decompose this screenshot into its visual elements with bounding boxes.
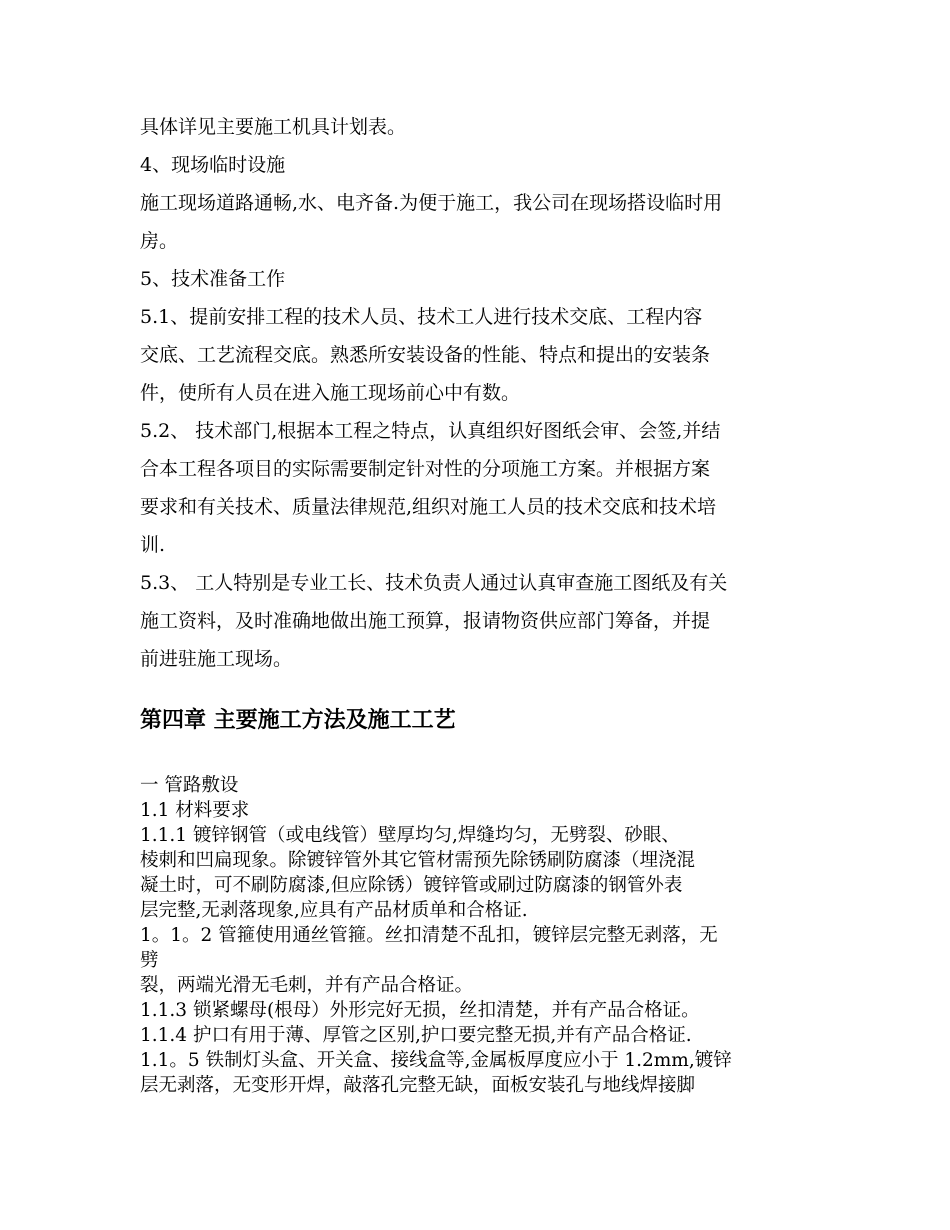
pipe-laying-section	[140, 773, 820, 1098]
paragraph-equipment-plan: 具体详见主要施工机具计划表。	[140, 116, 407, 138]
paragraph-5-2: 5.2、 技术部门,根据本工程之特点，认真组织好图纸会审、会签,并结 合本工程各项目的实际需要制定针对性的分项施工方案。并根据方案 要求和有关技术、质量法律规范,组织对施工人员的技术交底和技术培 训.	[140, 420, 721, 556]
heading-temporary-facilities: 4、现场临时设施	[140, 154, 286, 176]
paragraph-1-1-1: 1.1.1 镀锌钢管（或电线管）壁厚均匀,焊缝均匀，无劈裂、砂眼、 棱刺和凹扁现象。除镀锌管外其它管材需预先除锈刷防腐漆（埋浇混 凝土时，可不刷防腐漆,但应除锈）镀锌管或刷过防腐漆的钢管外表 层完整,无剥落现象,应具有产品材质单和合格证.	[140, 825, 696, 921]
heading-pipe-laying: 一 管路敷设	[140, 775, 239, 796]
heading-material-requirements: 1.1 材料要求	[140, 800, 250, 821]
paragraph-1-1-5: 1.1。5 铁制灯头盒、开关盒、接线盒等,金属板厚度应小于 1.2mm,镀锌 层无剥落，无变形开焊，敲落孔完整无缺，面板安装孔与地线焊接脚	[140, 1050, 732, 1096]
paragraph-temporary-facilities: 施工现场道路通畅,水、电齐备.为便于施工，我公司在现场搭设临时用 房。	[140, 192, 723, 252]
document-page	[140, 108, 820, 1098]
paragraph-1-1-4: 1.1.4 护口有用于薄、厚管之区别,护口要完整无损,并有产品合格证.	[140, 1025, 692, 1046]
paragraph-5-3: 5.3、 工人特别是专业工长、技术负责人通过认真审查施工图纸及有关 施工资料，及时准确地做出施工预算，报请物资供应部门筹备，并提 前进驻施工现场。	[140, 572, 728, 670]
paragraph-5-1: 5.1、提前安排工程的技术人员、技术工人进行技术交底、工程内容 交底、工艺流程交底。熟悉所安装设备的性能、特点和提出的安装条 件，使所有人员在进入施工现场前心中有数。	[140, 306, 711, 404]
heading-technical-prep: 5、技术准备工作	[140, 268, 286, 290]
paragraph-1-1-3: 1.1.3 锁紧螺母(根母）外形完好无损，丝扣清楚，并有产品合格证。	[140, 1000, 700, 1021]
chapter-title: 第四章 主要施工方法及施工工艺	[140, 708, 456, 733]
paragraph-1-1-2: 1。1。2 管箍使用通丝管箍。丝扣清楚不乱扣，镀锌层完整无剥落，无 劈 裂，两端光滑无毛刺，并有产品合格证。	[140, 925, 718, 996]
construction-prep-section	[140, 108, 820, 678]
